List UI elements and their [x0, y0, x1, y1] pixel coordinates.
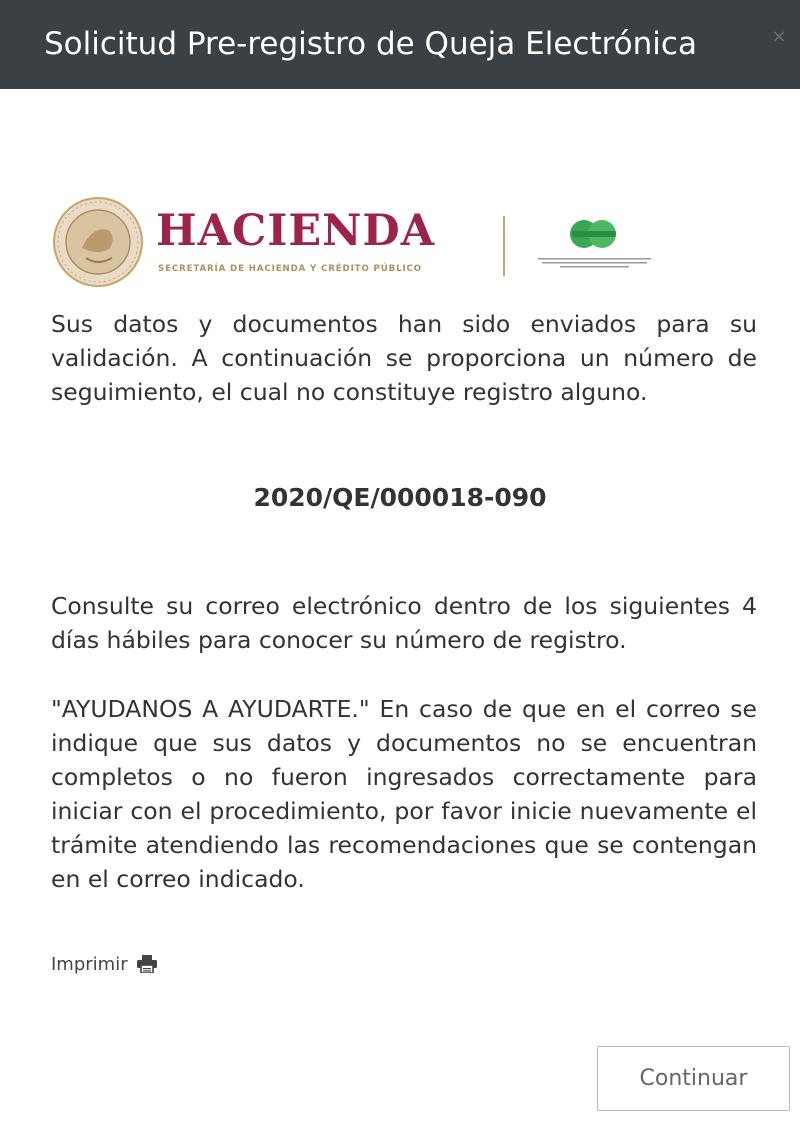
print-link[interactable]	[51, 952, 157, 978]
email-notice-paragraph: Consulte su correo electrónico dentro de los siguientes 4 días hábiles para conocer su número de registro.	[51, 592, 757, 654]
hacienda-wordmark: HACIENDA	[156, 206, 436, 256]
dialog-header	[0, 0, 800, 89]
tracking-number: 2020/QE/000018-090	[253, 483, 547, 512]
continue-button[interactable]: Continuar	[597, 1046, 790, 1111]
logo-divider	[503, 216, 505, 276]
printer-icon	[137, 955, 157, 973]
help-paragraph: "AYUDANOS A AYUDARTE." En caso de que en el correo se indique que sus datos y documentos no se encuentran completos o no fueron ingresados correctamente para iniciar con el procedimiento, por favor inicie nuevamente el trámite atendiendo las recomendaciones que se contengan en el correo indicado.	[51, 695, 757, 893]
dialog-title: Solicitud Pre-registro de Queja Electrónica	[44, 26, 697, 62]
close-icon[interactable]: ×	[771, 26, 787, 47]
condusef-logo	[532, 218, 657, 298]
logos-banner	[52, 192, 672, 292]
intro-paragraph: Sus datos y documentos han sido enviados para su validación. A continuación se proporciona un número de seguimiento, el cual no constituye registro alguno.	[51, 310, 757, 406]
condusef-emblem	[532, 218, 657, 258]
print-label: Imprimir	[51, 954, 128, 975]
hacienda-subtitle: SECRETARÍA DE HACIENDA Y CRÉDITO PÚBLICO	[158, 264, 422, 274]
mexico-seal-logo	[52, 196, 144, 288]
condusef-caption	[532, 256, 657, 273]
